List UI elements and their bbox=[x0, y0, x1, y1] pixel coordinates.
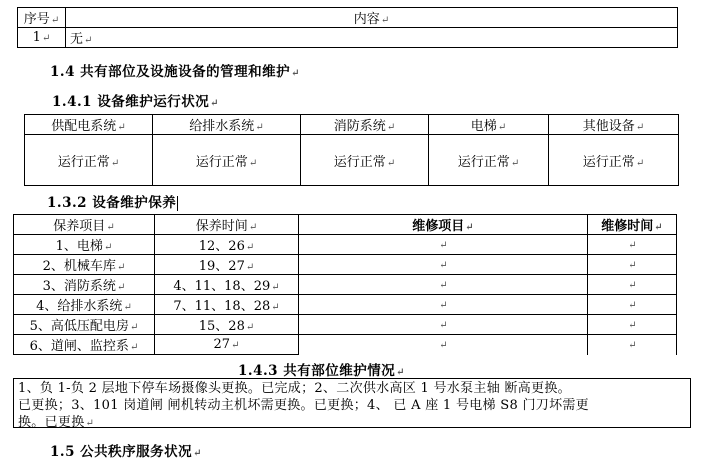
table-cell[interactable]: ↵ bbox=[299, 255, 588, 275]
table-cell[interactable]: 1、电梯↵ bbox=[14, 235, 155, 255]
table-header-cell[interactable]: 维修时间↵ bbox=[588, 215, 677, 235]
table-cell[interactable]: ↵ bbox=[588, 315, 677, 335]
table-cell[interactable]: ↵ bbox=[588, 235, 677, 255]
table-header-cell[interactable]: 保养时间↵ bbox=[155, 215, 299, 235]
table-row bbox=[18, 8, 678, 28]
repair-details-line-3[interactable]: 换。已更换↵ bbox=[18, 415, 95, 430]
table-header-cell[interactable]: 给排水系统↵ bbox=[153, 115, 301, 135]
table-header-cell[interactable]: 其他设备↵ bbox=[549, 115, 679, 135]
text-cursor bbox=[177, 196, 178, 211]
table-summary bbox=[17, 7, 678, 48]
section-heading-1-4-1: 1.4.1 设备维护运行状况↵ bbox=[52, 94, 220, 110]
table-cell[interactable]: ↵ bbox=[299, 315, 588, 335]
table-cell[interactable]: ↵ bbox=[588, 255, 677, 275]
table-equipment-status bbox=[24, 114, 679, 186]
table-cell[interactable]: ↵ bbox=[299, 235, 588, 255]
section-heading-1-3-2: 1.3.2 设备维护保养 bbox=[47, 195, 177, 211]
table-maintenance bbox=[13, 214, 677, 355]
table-cell[interactable]: ↵ bbox=[588, 335, 677, 355]
table-row bbox=[14, 335, 677, 355]
table-cell[interactable]: 2、机械车库↵ bbox=[14, 255, 155, 275]
table-header-cell[interactable]: 序号↵ bbox=[18, 8, 66, 28]
table-header-cell[interactable]: 消防系统↵ bbox=[301, 115, 429, 135]
table-cell[interactable]: 运行正常↵ bbox=[301, 135, 429, 186]
table-row bbox=[25, 115, 679, 135]
repair-details-box bbox=[13, 378, 691, 428]
table-cell[interactable]: 7、11、18、28↵ bbox=[155, 295, 299, 315]
table-cell[interactable]: 运行正常↵ bbox=[549, 135, 679, 186]
table-row bbox=[14, 255, 677, 275]
table-cell[interactable]: ↵ bbox=[299, 295, 588, 315]
table-header-cell[interactable]: 维修项目↵ bbox=[299, 215, 588, 235]
table-cell[interactable]: 1↵ bbox=[18, 28, 66, 48]
table-cell[interactable]: 27↵ bbox=[155, 335, 299, 355]
table-cell[interactable]: 4、11、18、29↵ bbox=[155, 275, 299, 295]
section-heading-1-4: 1.4 共有部位及设施设备的管理和维护↵ bbox=[50, 64, 301, 80]
table-row bbox=[14, 295, 677, 315]
table-cell[interactable]: ↵ bbox=[588, 275, 677, 295]
table-row bbox=[14, 275, 677, 295]
repair-details-line-1[interactable]: 1、负 1-负 2 层地下停车场摄像头更换。已完成；2、二次供水高区 1 号水泵主轴 断高更换。 bbox=[18, 381, 571, 396]
table-cell[interactable]: 19、27↵ bbox=[155, 255, 299, 275]
table-cell[interactable]: 5、高低压配电房↵ bbox=[14, 315, 155, 335]
table-row bbox=[14, 315, 677, 335]
table-cell[interactable]: ↵ bbox=[588, 295, 677, 315]
table-cell[interactable]: 3、消防系统↵ bbox=[14, 275, 155, 295]
table-cell[interactable]: 运行正常↵ bbox=[153, 135, 301, 186]
section-heading-1-4-3: 1.4.3 共有部位维护情况↵ bbox=[238, 359, 405, 379]
table-cell[interactable]: 无↵ bbox=[66, 28, 678, 48]
table-header-cell[interactable]: 电梯↵ bbox=[429, 115, 549, 135]
table-cell[interactable]: ↵ bbox=[299, 275, 588, 295]
table-row bbox=[14, 215, 677, 235]
table-cell[interactable]: 15、28↵ bbox=[155, 315, 299, 335]
repair-details-line-2[interactable]: 已更换；3、101 岗道闸 闸机转动主机坏需更换。已更换；4、 已 A 座 1 号电梯 S8 门刀坏需更 bbox=[18, 398, 589, 413]
table-header-cell[interactable]: 供配电系统↵ bbox=[25, 115, 153, 135]
section-heading-1-5: 1.5 公共秩序服务状况↵ bbox=[50, 444, 203, 460]
table-cell[interactable]: ↵ bbox=[299, 335, 588, 355]
table-row bbox=[25, 135, 679, 186]
table-cell[interactable]: 6、道闸、监控系↵ bbox=[14, 335, 155, 355]
table-row bbox=[14, 235, 677, 255]
table-row bbox=[18, 28, 678, 48]
table-header-cell[interactable]: 保养项目↵ bbox=[14, 215, 155, 235]
table-cell[interactable]: 运行正常↵ bbox=[25, 135, 153, 186]
table-cell[interactable]: 4、给排水系统↵ bbox=[14, 295, 155, 315]
table-cell[interactable]: 12、26↵ bbox=[155, 235, 299, 255]
table-cell[interactable]: 运行正常↵ bbox=[429, 135, 549, 186]
table-header-cell[interactable]: 内容↵ bbox=[66, 8, 678, 28]
